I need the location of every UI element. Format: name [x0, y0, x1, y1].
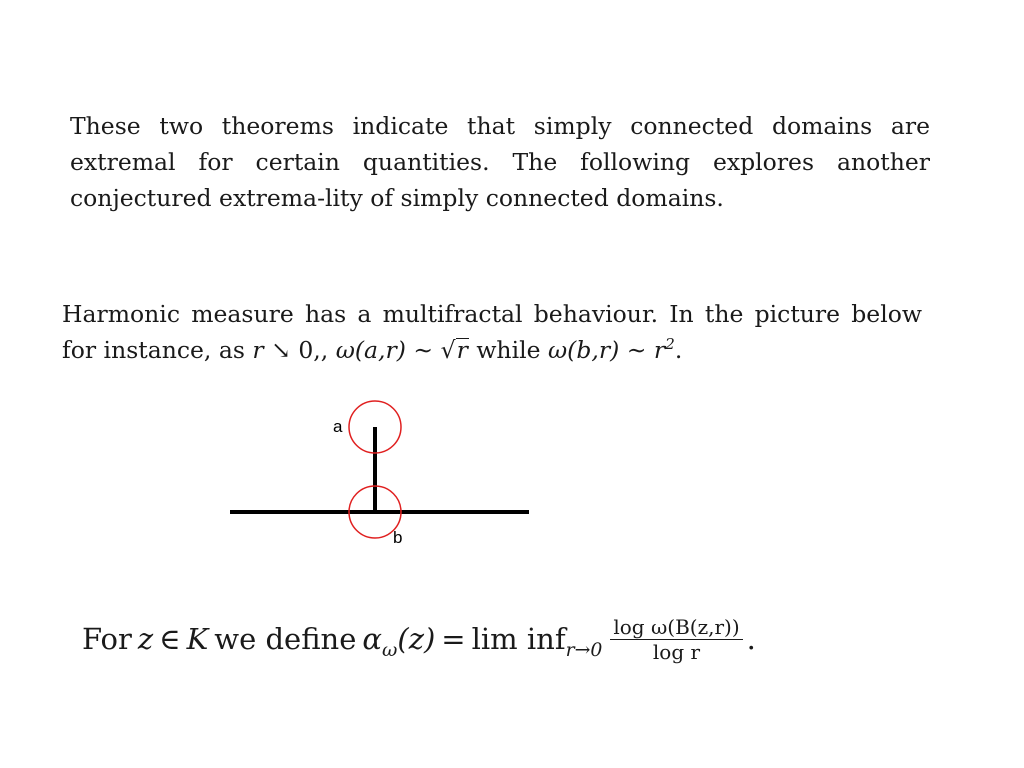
fraction-denominator: log r [652, 639, 701, 664]
math-sqrt-sign: √ [440, 336, 456, 364]
label-b: b [393, 528, 403, 547]
math-period: . [674, 336, 683, 364]
math-omega-b: ω(b,r) [548, 336, 620, 364]
math-r-squared: $r^2$ [653, 335, 675, 364]
math-sim-2: ∼ [626, 336, 647, 364]
def-liminf: lim inf$_{r\to 0}$ [471, 622, 603, 661]
math-r: r [252, 336, 264, 364]
math-arrow: ↘ [271, 336, 291, 364]
def-equals: = [441, 622, 466, 656]
def-for: For [82, 622, 132, 656]
math-zero: 0,, [298, 336, 329, 364]
def-alpha: $\alpha_\omega(z)$ [362, 622, 436, 661]
def-we-define: we define [214, 622, 357, 656]
math-omega-a: ω(a,r) [335, 336, 406, 364]
harmonic-measure-paragraph [62, 296, 922, 368]
def-z: z [137, 622, 154, 656]
def-fraction [610, 616, 742, 663]
harmonic-sentence: Harmonic measure has a multifractal behaviour. In the picture below for instance, as [62, 300, 922, 364]
intro-text: These two theorems indicate that simply connected domains are extremal for certain quantities. The following explores another conjectured extrema-lity of simply connected domains. [70, 112, 930, 212]
intro-paragraph [70, 108, 930, 216]
definition-formula [82, 604, 842, 674]
fraction-numerator: log ω(B(z,r)) [610, 616, 742, 640]
def-in: ∈ [159, 622, 181, 656]
harmonic-measure-figure [220, 395, 540, 560]
label-a: a [333, 417, 343, 436]
def-period: . [746, 622, 756, 656]
math-while: while [476, 336, 541, 364]
math-sqrt-r: r [456, 336, 468, 364]
def-K: K [186, 622, 209, 656]
figure-svg [220, 395, 540, 560]
math-sim-1: ∼ [413, 336, 434, 364]
